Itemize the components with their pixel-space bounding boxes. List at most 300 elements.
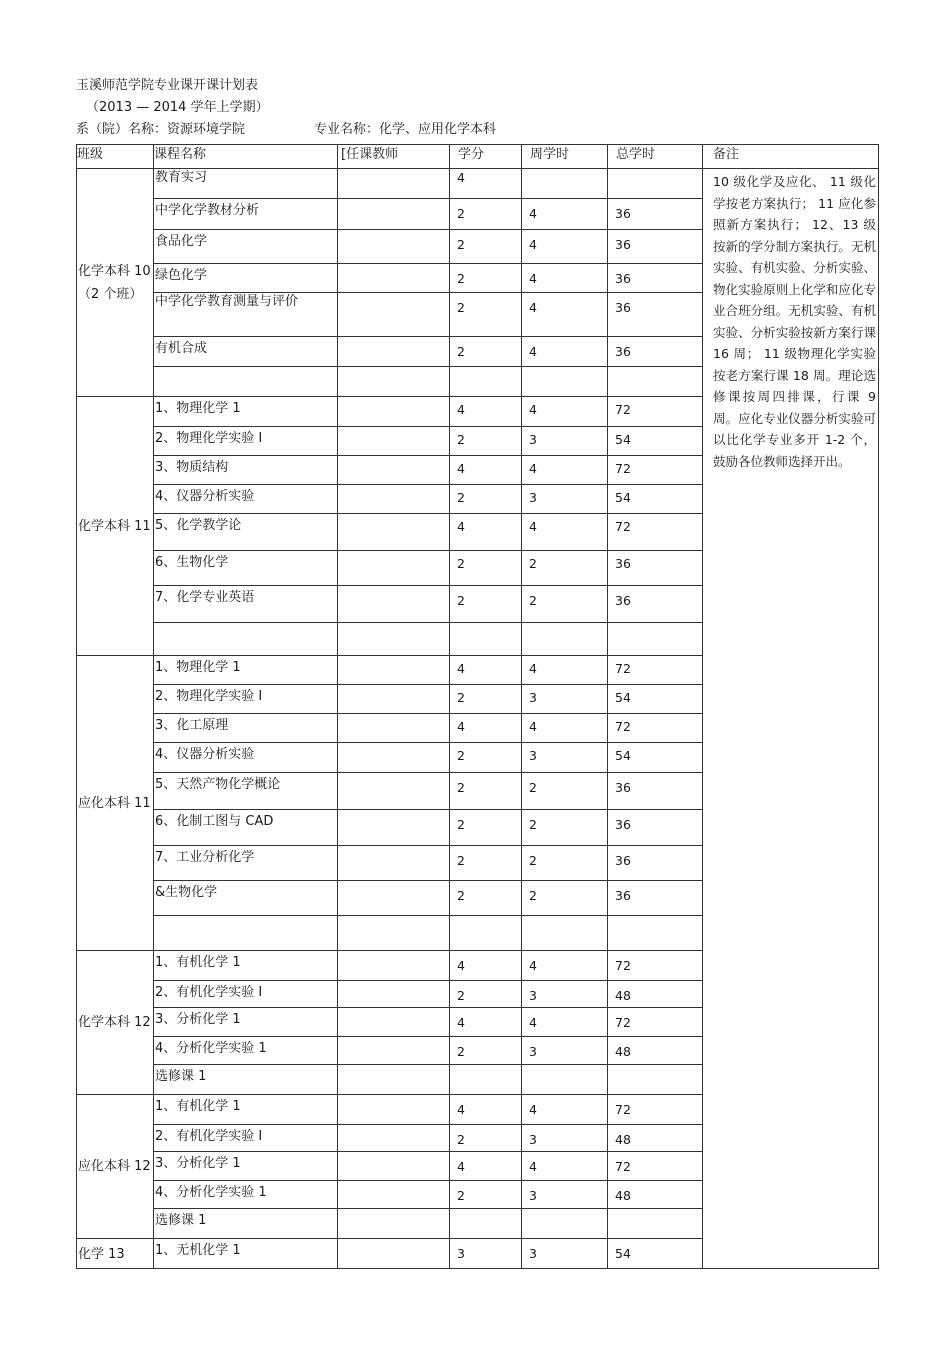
- total-hours-cell: [608, 337, 703, 367]
- weekly-hours-text: 3: [529, 490, 537, 505]
- weekly-hours-text: 3: [529, 690, 537, 705]
- major-label: 专业名称：化学、应用化学本科: [314, 122, 497, 137]
- total-hours-text: 36: [615, 237, 631, 252]
- teacher-cell: [338, 881, 450, 916]
- weekly-hours-cell: [522, 810, 608, 846]
- weekly-hours-text: 3: [529, 988, 537, 1003]
- credit-text: [457, 623, 521, 627]
- weekly-hours-cell: [522, 337, 608, 367]
- course-name-cell: [154, 1181, 338, 1209]
- weekly-hours-text: 3: [529, 1188, 537, 1203]
- weekly-hours-cell: [522, 456, 608, 485]
- total-hours-cell: [608, 586, 703, 623]
- credit-cell: [450, 656, 522, 685]
- total-hours-cell: [608, 773, 703, 810]
- weekly-hours-cell: [522, 514, 608, 551]
- credit-cell: [450, 514, 522, 551]
- teacher-cell: [338, 916, 450, 951]
- class-cell: 应化本科 12: [77, 1095, 154, 1239]
- credit-cell: [450, 846, 522, 881]
- total-hours-cell: [608, 846, 703, 881]
- total-hours-cell: [608, 1181, 703, 1209]
- credit-text: 4: [457, 1102, 465, 1117]
- credit-text: 2: [457, 853, 465, 868]
- credit-text: 4: [457, 1015, 465, 1030]
- course-name-text: 3、化工原理: [155, 718, 229, 733]
- weekly-hours-text: 2: [529, 556, 537, 571]
- total-hours-text: 36: [615, 556, 631, 571]
- total-hours-cell: [608, 485, 703, 514]
- weekly-hours-cell: [522, 743, 608, 773]
- weekly-hours-cell: [522, 951, 608, 981]
- course-name-cell: [154, 743, 338, 773]
- course-name-cell: [154, 293, 338, 337]
- course-name-text: 7、化学专业英语: [155, 590, 255, 605]
- course-name-text: 5、天然产物化学概论: [155, 777, 281, 792]
- teacher-cell: [338, 367, 450, 397]
- course-name-text: [155, 916, 337, 919]
- total-hours-text: 48: [615, 1132, 631, 1147]
- course-name-cell: [154, 230, 338, 264]
- weekly-hours-cell: [522, 264, 608, 293]
- class-cell: 化学本科 10 （2 个班）: [77, 169, 154, 397]
- total-hours-text: 36: [615, 888, 631, 903]
- credit-cell: [450, 810, 522, 846]
- teacher-cell: [338, 293, 450, 337]
- course-name-cell: [154, 623, 338, 656]
- credit-cell: [450, 169, 522, 199]
- credit-cell: [450, 586, 522, 623]
- weekly-hours-cell: [522, 427, 608, 456]
- course-name-text: 4、分析化学实验 1: [155, 1041, 267, 1056]
- course-name-text: 中学化学教材分析: [155, 203, 260, 218]
- class-cell: 化学本科 11: [77, 397, 154, 656]
- weekly-hours-text: [529, 367, 607, 373]
- weekly-hours-text: 4: [529, 719, 537, 734]
- course-name-text: 5、化学教学论: [155, 518, 242, 533]
- credit-cell: [450, 397, 522, 427]
- credit-text: 4: [457, 402, 465, 417]
- total-hours-text: 48: [615, 1044, 631, 1059]
- weekly-hours-cell: [522, 1181, 608, 1209]
- credit-text: 4: [457, 1159, 465, 1174]
- teacher-cell: [338, 1125, 450, 1152]
- course-name-cell: [154, 656, 338, 685]
- term-label: （2013 — 2014 学年上学期）: [86, 100, 269, 115]
- credit-cell: [450, 1065, 522, 1095]
- total-hours-cell: [608, 427, 703, 456]
- remarks-cell: 10 级化学及应化、 11 级化学按老方案执行； 11 应化参照新方案执行； 12、13 级按新的学分制方案执行。无机实验、有机实验、分析实验、物化实验原则上化学和应化专业合班分组。无机实验、有机实验、分析实验按新方案行课 16 周； 11 级物理化学实验按老方案行课 18 周。理论选修课按周四排课，行课 9 周。应化专业仪器分析实验可以比化学专业多开 1-2 个，鼓励各位教师选择开出。: [703, 169, 879, 1269]
- weekly-hours-text: 4: [529, 1159, 537, 1174]
- weekly-hours-cell: [522, 199, 608, 230]
- total-hours-cell: [608, 293, 703, 337]
- teacher-cell: [338, 456, 450, 485]
- weekly-hours-text: 4: [529, 461, 537, 476]
- teacher-cell: [338, 199, 450, 230]
- header-course: 课程名称: [154, 145, 338, 169]
- credit-text: 4: [457, 170, 465, 185]
- total-hours-text: 36: [615, 817, 631, 832]
- course-name-cell: [154, 1095, 338, 1125]
- teacher-cell: [338, 656, 450, 685]
- weekly-hours-text: 4: [529, 1102, 537, 1117]
- credit-text: 4: [457, 958, 465, 973]
- course-name-text: 1、物理化学 1: [155, 660, 241, 675]
- weekly-hours-cell: [522, 623, 608, 656]
- course-name-text: 6、生物化学: [155, 555, 229, 570]
- total-hours-text: [615, 1209, 702, 1215]
- course-name-text: 4、仪器分析实验: [155, 747, 255, 762]
- course-name-cell: [154, 586, 338, 623]
- course-name-text: 2、物理化学实验 Ⅰ: [155, 689, 263, 704]
- total-hours-cell: [608, 1209, 703, 1239]
- course-name-cell: [154, 981, 338, 1008]
- total-hours-cell: [608, 1065, 703, 1095]
- credit-text: 2: [457, 344, 465, 359]
- weekly-hours-text: [529, 1065, 607, 1071]
- total-hours-cell: [608, 951, 703, 981]
- credit-text: 2: [457, 593, 465, 608]
- total-hours-cell: [608, 881, 703, 916]
- total-hours-cell: [608, 169, 703, 199]
- total-hours-cell: [608, 230, 703, 264]
- course-name-text: 4、分析化学实验 1: [155, 1185, 267, 1200]
- weekly-hours-text: 4: [529, 661, 537, 676]
- weekly-hours-cell: [522, 916, 608, 951]
- weekly-hours-text: [529, 1209, 607, 1215]
- total-hours-cell: [608, 623, 703, 656]
- total-hours-text: 72: [615, 1159, 631, 1174]
- credit-cell: [450, 456, 522, 485]
- course-name-cell: [154, 1152, 338, 1181]
- total-hours-cell: [608, 1152, 703, 1181]
- teacher-cell: [338, 810, 450, 846]
- weekly-hours-cell: [522, 846, 608, 881]
- course-name-text: 选修课 1: [155, 1069, 207, 1084]
- course-name-text: 1、无机化学 1: [155, 1243, 241, 1258]
- weekly-hours-text: 4: [529, 271, 537, 286]
- course-name-text: 有机合成: [155, 341, 208, 356]
- course-name-cell: [154, 485, 338, 514]
- weekly-hours-text: 3: [529, 1246, 537, 1261]
- total-hours-text: 72: [615, 1015, 631, 1030]
- course-name-text: 3、分析化学 1: [155, 1012, 241, 1027]
- credit-cell: [450, 743, 522, 773]
- credit-text: 2: [457, 780, 465, 795]
- teacher-cell: [338, 714, 450, 743]
- weekly-hours-cell: [522, 1008, 608, 1037]
- weekly-hours-cell: [522, 1152, 608, 1181]
- weekly-hours-text: 3: [529, 1132, 537, 1147]
- course-name-text: 1、有机化学 1: [155, 955, 241, 970]
- credit-text: 4: [457, 461, 465, 476]
- total-hours-cell: [608, 367, 703, 397]
- teacher-cell: [338, 1209, 450, 1239]
- total-hours-text: 36: [615, 344, 631, 359]
- weekly-hours-cell: [522, 367, 608, 397]
- table-row: [77, 169, 879, 199]
- total-hours-cell: [608, 1008, 703, 1037]
- teacher-cell: [338, 169, 450, 199]
- teacher-cell: [338, 685, 450, 714]
- total-hours-text: 72: [615, 402, 631, 417]
- total-hours-cell: [608, 1125, 703, 1152]
- weekly-hours-text: 4: [529, 206, 537, 221]
- teacher-cell: [338, 1065, 450, 1095]
- weekly-hours-cell: [522, 586, 608, 623]
- teacher-cell: [338, 427, 450, 456]
- weekly-hours-text: 2: [529, 817, 537, 832]
- total-hours-text: 54: [615, 432, 631, 447]
- credit-text: [457, 1065, 521, 1071]
- weekly-hours-cell: [522, 1095, 608, 1125]
- total-hours-text: 54: [615, 690, 631, 705]
- weekly-hours-text: 2: [529, 780, 537, 795]
- teacher-cell: [338, 551, 450, 586]
- teacher-cell: [338, 1037, 450, 1065]
- credit-text: 4: [457, 719, 465, 734]
- course-name-text: 2、有机化学实验 Ⅰ: [155, 1129, 263, 1144]
- credit-text: 3: [457, 1246, 465, 1261]
- total-hours-text: 48: [615, 1188, 631, 1203]
- weekly-hours-cell: [522, 1125, 608, 1152]
- course-name-cell: [154, 1037, 338, 1065]
- credit-text: 2: [457, 271, 465, 286]
- weekly-hours-cell: [522, 881, 608, 916]
- total-hours-cell: [608, 916, 703, 951]
- course-name-text: 选修课 1: [155, 1213, 207, 1228]
- header-class: 班级: [77, 145, 154, 169]
- course-name-cell: [154, 1209, 338, 1239]
- total-hours-text: 72: [615, 719, 631, 734]
- credit-text: 2: [457, 888, 465, 903]
- total-hours-text: 54: [615, 748, 631, 763]
- weekly-hours-text: 2: [529, 853, 537, 868]
- course-name-text: 绿色化学: [155, 268, 208, 283]
- course-name-cell: [154, 881, 338, 916]
- credit-cell: [450, 773, 522, 810]
- total-hours-text: 72: [615, 519, 631, 534]
- credit-cell: [450, 1181, 522, 1209]
- header-total-hours: 总学时: [608, 145, 703, 169]
- total-hours-text: 48: [615, 988, 631, 1003]
- credit-cell: [450, 714, 522, 743]
- teacher-cell: [338, 1239, 450, 1269]
- credit-cell: [450, 1125, 522, 1152]
- teacher-cell: [338, 951, 450, 981]
- course-name-cell: [154, 773, 338, 810]
- course-name-cell: [154, 169, 338, 199]
- course-name-text: &生物化学: [155, 885, 218, 900]
- teacher-cell: [338, 1181, 450, 1209]
- department-label: 系（院）名称：资源环境学院: [76, 122, 246, 137]
- credit-cell: [450, 1008, 522, 1037]
- credit-cell: [450, 1095, 522, 1125]
- weekly-hours-text: 3: [529, 1044, 537, 1059]
- total-hours-cell: [608, 1239, 703, 1269]
- credit-cell: [450, 951, 522, 981]
- credit-cell: [450, 1239, 522, 1269]
- weekly-hours-text: [529, 623, 607, 627]
- course-name-text: 1、有机化学 1: [155, 1099, 241, 1114]
- course-name-text: 4、仪器分析实验: [155, 489, 255, 504]
- weekly-hours-text: 2: [529, 593, 537, 608]
- course-name-cell: [154, 685, 338, 714]
- course-name-cell: [154, 456, 338, 485]
- course-name-text: 7、工业分析化学: [155, 850, 255, 865]
- teacher-cell: [338, 397, 450, 427]
- course-name-text: 2、有机化学实验 Ⅰ: [155, 985, 263, 1000]
- total-hours-cell: [608, 685, 703, 714]
- total-hours-cell: [608, 514, 703, 551]
- total-hours-text: 72: [615, 461, 631, 476]
- weekly-hours-text: 4: [529, 237, 537, 252]
- course-name-cell: [154, 367, 338, 397]
- weekly-hours-text: 4: [529, 300, 537, 315]
- course-name-cell: [154, 1125, 338, 1152]
- credit-text: 2: [457, 1188, 465, 1203]
- teacher-cell: [338, 846, 450, 881]
- course-name-cell: [154, 810, 338, 846]
- weekly-hours-cell: [522, 230, 608, 264]
- total-hours-text: 36: [615, 593, 631, 608]
- credit-text: 2: [457, 748, 465, 763]
- weekly-hours-text: [529, 916, 607, 920]
- teacher-cell: [338, 981, 450, 1008]
- weekly-hours-cell: [522, 1065, 608, 1095]
- teacher-cell: [338, 623, 450, 656]
- weekly-hours-cell: [522, 1209, 608, 1239]
- credit-text: 2: [457, 690, 465, 705]
- course-name-cell: [154, 916, 338, 951]
- teacher-cell: [338, 264, 450, 293]
- total-hours-text: 36: [615, 780, 631, 795]
- header-remarks: 备注: [703, 145, 879, 169]
- credit-cell: [450, 916, 522, 951]
- credit-text: 2: [457, 237, 465, 252]
- course-name-cell: [154, 551, 338, 586]
- course-name-cell: [154, 1008, 338, 1037]
- teacher-cell: [338, 1152, 450, 1181]
- credit-text: 2: [457, 432, 465, 447]
- credit-cell: [450, 1152, 522, 1181]
- weekly-hours-text: 4: [529, 958, 537, 973]
- credit-cell: [450, 230, 522, 264]
- credit-text: 2: [457, 988, 465, 1003]
- credit-cell: [450, 199, 522, 230]
- course-name-text: 教育实习: [155, 170, 208, 185]
- weekly-hours-text: 4: [529, 402, 537, 417]
- credit-cell: [450, 1037, 522, 1065]
- table-header-row: [77, 145, 879, 169]
- credit-text: [457, 916, 521, 920]
- course-name-text: 6、化制工图与 CAD: [155, 814, 274, 829]
- credit-text: [457, 367, 521, 373]
- total-hours-text: 54: [615, 1246, 631, 1261]
- credit-text: 4: [457, 519, 465, 534]
- header-teacher: [任课教师: [338, 145, 450, 169]
- weekly-hours-cell: [522, 685, 608, 714]
- total-hours-text: 36: [615, 271, 631, 286]
- weekly-hours-text: 3: [529, 432, 537, 447]
- teacher-cell: [338, 773, 450, 810]
- class-cell: 化学本科 12: [77, 951, 154, 1095]
- weekly-hours-cell: [522, 169, 608, 199]
- weekly-hours-cell: [522, 485, 608, 514]
- class-cell: 化学 13: [77, 1239, 154, 1269]
- credit-text: 2: [457, 490, 465, 505]
- total-hours-cell: [608, 456, 703, 485]
- credit-text: 2: [457, 206, 465, 221]
- teacher-cell: [338, 514, 450, 551]
- total-hours-text: 36: [615, 300, 631, 315]
- header-credit: 学分: [450, 145, 522, 169]
- course-name-cell: [154, 1065, 338, 1095]
- course-name-text: [155, 367, 337, 370]
- total-hours-text: [615, 623, 702, 627]
- course-name-cell: [154, 714, 338, 743]
- course-name-cell: [154, 397, 338, 427]
- total-hours-text: 36: [615, 206, 631, 221]
- credit-cell: [450, 293, 522, 337]
- total-hours-text: 54: [615, 490, 631, 505]
- credit-cell: [450, 485, 522, 514]
- course-name-cell: [154, 951, 338, 981]
- credit-text: 2: [457, 817, 465, 832]
- course-name-cell: [154, 846, 338, 881]
- total-hours-cell: [608, 656, 703, 685]
- teacher-cell: [338, 1008, 450, 1037]
- total-hours-cell: [608, 1037, 703, 1065]
- total-hours-text: 36: [615, 853, 631, 868]
- teacher-cell: [338, 586, 450, 623]
- teacher-cell: [338, 230, 450, 264]
- course-name-text: 3、物质结构: [155, 460, 229, 475]
- total-hours-cell: [608, 714, 703, 743]
- total-hours-text: [615, 367, 702, 373]
- course-name-cell: [154, 1239, 338, 1269]
- credit-cell: [450, 981, 522, 1008]
- credit-cell: [450, 685, 522, 714]
- weekly-hours-cell: [522, 773, 608, 810]
- course-name-cell: [154, 427, 338, 456]
- total-hours-text: 72: [615, 958, 631, 973]
- credit-text: 2: [457, 300, 465, 315]
- weekly-hours-cell: [522, 1037, 608, 1065]
- teacher-cell: [338, 337, 450, 367]
- credit-text: 2: [457, 556, 465, 571]
- credit-text: 2: [457, 1044, 465, 1059]
- weekly-hours-cell: [522, 397, 608, 427]
- weekly-hours-cell: [522, 981, 608, 1008]
- course-plan-table: [76, 144, 879, 1269]
- class-cell: 应化本科 11: [77, 656, 154, 951]
- weekly-hours-text: 4: [529, 1015, 537, 1030]
- weekly-hours-text: 4: [529, 519, 537, 534]
- credit-text: [457, 1209, 521, 1215]
- credit-text: 2: [457, 1132, 465, 1147]
- total-hours-cell: [608, 743, 703, 773]
- teacher-cell: [338, 743, 450, 773]
- total-hours-cell: [608, 551, 703, 586]
- total-hours-cell: [608, 1095, 703, 1125]
- course-name-text: 3、分析化学 1: [155, 1156, 241, 1171]
- course-name-cell: [154, 264, 338, 293]
- credit-cell: [450, 427, 522, 456]
- weekly-hours-text: 4: [529, 344, 537, 359]
- weekly-hours-cell: [522, 551, 608, 586]
- credit-cell: [450, 551, 522, 586]
